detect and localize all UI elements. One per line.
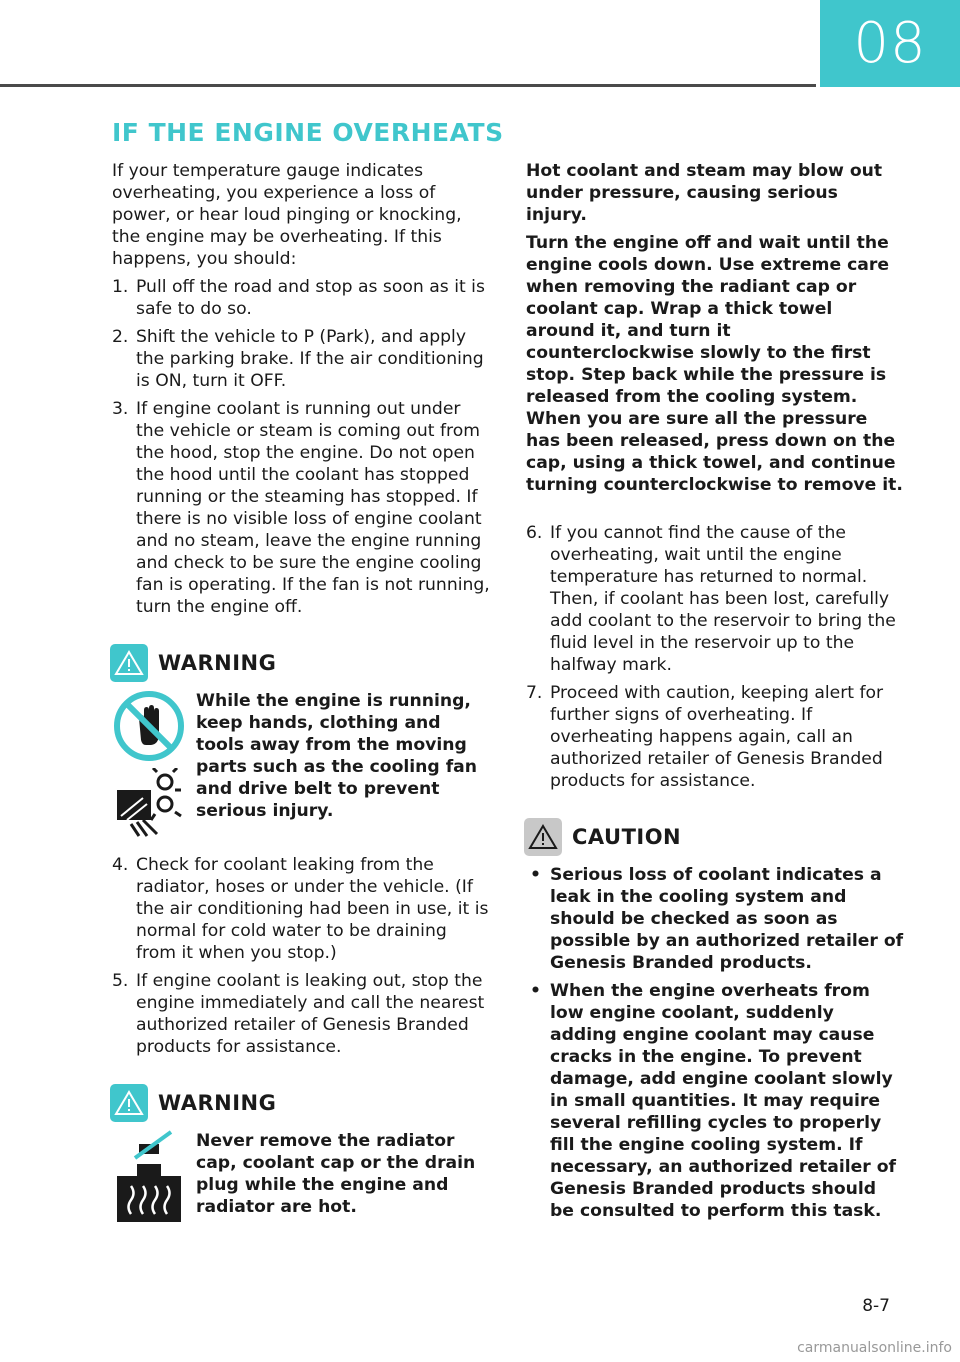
caution-item: • When the engine overheats from low engine coolant, suddenly adding engine coolant may cause cracks in the engine. To prevent damage, add engine coolant slowly in small quantities. It may require several refilling cycles to properly fill the engine cooling system. If necessary, an authorized retailer of Genesis Branded products should be consulted to perform this task. (526, 980, 904, 1222)
caution-item: • Serious loss of coolant indicates a leak in the cooling system and should be checked as soon as possible by an authorized retailer of Genesis Branded products. (526, 864, 904, 974)
step-item (112, 276, 492, 320)
step-text: Proceed with caution, keeping alert for further signs of overheating. If overheating happens again, call an authorized retailer of Genesis Branded products for assistance. (550, 683, 884, 791)
step-item (112, 326, 492, 392)
right-column (526, 160, 904, 1228)
steps-list-a (112, 276, 492, 618)
step-number: 6. (526, 523, 543, 543)
caution-label: CAUTION (572, 825, 682, 849)
steps-list-c (526, 522, 904, 792)
warning-block-1 (112, 690, 492, 838)
step-text: If you cannot find the cause of the overheating, wait until the engine temperature has returned to normal. Then, if coolant has been lost, carefully add coolant to the reservoir to bring the fluid level in the reservoir up to the halfway mark. (550, 523, 896, 675)
chapter-tab: 08 (820, 0, 960, 87)
step-item (526, 682, 904, 792)
warning-continuation-1: Hot coolant and steam may blow out under pressure, causing serious injury. (526, 161, 883, 225)
step-number: 2. (112, 327, 129, 347)
warning-icons (112, 690, 186, 838)
step-number: 1. (112, 277, 129, 297)
warning-text: Never remove the radiator cap, coolant cap or the drain plug while the engine and radiator are hot. (196, 1131, 476, 1217)
warning-triangle-icon (110, 644, 148, 682)
warning-label: WARNING (158, 651, 277, 675)
step-number: 4. (112, 855, 129, 875)
warning-text: While the engine is running, keep hands, clothing and tools away from the moving parts such as the cooling fan and drive belt to prevent serious injury. (196, 691, 478, 821)
step-text: Shift the vehicle to P (Park), and apply the parking brake. If the air conditioning is ON, turn it OFF. (136, 327, 484, 391)
step-number: 7. (526, 683, 543, 703)
intro-paragraph: If your temperature gauge indicates overheating, you experience a loss of power, or hear loud pinging or knocking, the engine may be overheating. If this happens, you should: (112, 161, 462, 269)
caution-heading (524, 818, 904, 856)
fan-belt-hazard-icon (113, 768, 185, 838)
page-number: 8-7 (862, 1296, 890, 1316)
left-column (112, 160, 492, 1240)
no-radiator-cap-icon (113, 1130, 185, 1224)
warning-triangle-icon (110, 1084, 148, 1122)
warning-block-2 (112, 1130, 492, 1224)
step-number: 5. (112, 971, 129, 991)
section-title: IF THE ENGINE OVERHEATS (112, 118, 504, 147)
no-hand-icon (113, 690, 185, 762)
caution-triangle-icon (524, 818, 562, 856)
warning-heading-2 (110, 1084, 492, 1122)
step-text: Check for coolant leaking from the radiator, hoses or under the vehicle. (If the air conditioning had been in use, it is normal for cold water to be draining from it when you stop.) (136, 855, 489, 963)
step-item (112, 398, 492, 618)
watermark: carmanualsonline.info (797, 1340, 952, 1356)
warning-label: WARNING (158, 1091, 277, 1115)
steps-list-b (112, 854, 492, 1058)
step-number: 3. (112, 399, 129, 419)
header-rule (0, 84, 816, 87)
caution-list (526, 864, 904, 1222)
step-item (112, 970, 492, 1058)
warning-continuation-2: Turn the engine off and wait until the engine cools down. Use extreme care when removing the radiant cap or coolant cap. Wrap a thick towel around it, and turn it counterclockwise slowly to the first stop. Step back while the pressure is released from the cooling system. When you are sure all the pressure has been released, press down on the cap, using a thick towel, and continue turning counterclockwise to remove it. (526, 233, 903, 495)
step-item (526, 522, 904, 676)
step-text: Pull off the road and stop as soon as it is safe to do so. (136, 277, 485, 319)
step-item (112, 854, 492, 964)
step-text: If engine coolant is leaking out, stop the engine immediately and call the nearest authorized retailer of Genesis Branded products for assistance. (136, 971, 485, 1057)
step-text: If engine coolant is running out under the vehicle or steam is coming out from the hood, stop the engine. Do not open the hood until the coolant has stopped running or the steaming has stopped. If there is no visible loss of engine coolant and no steam, leave the engine running and check to be sure the engine cooling fan is operating. If the fan is not running, turn the engine off. (136, 399, 490, 617)
warning-icons (112, 1130, 186, 1224)
warning-heading-1 (110, 644, 492, 682)
